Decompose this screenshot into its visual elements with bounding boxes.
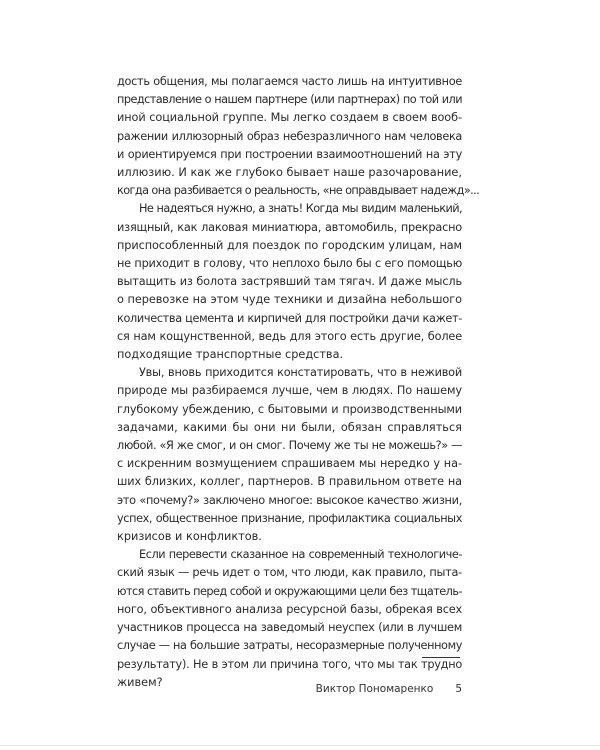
text-line: ного, объективного анализа ресурсной базы, обрекая всех [117,602,463,616]
text-line: когда она разбивается о реальность, «не оправдывает надежд»... [117,184,480,198]
text-line: приспособленный для поездок по городским улицам, нам [117,238,462,252]
text-line: кризисов и конфликтов. [117,530,262,544]
text-line: случае — на большие затраты, несоразмерные полученному [117,639,462,653]
text-line: глубокому убеждению, с бытовыми и производственными [117,402,462,416]
text-line: ся нам кощунственной, ведь для этого есть другие, более [117,329,463,343]
text-line: количества цемента и кирпичей для постройки дачи кажет- [117,311,462,325]
paragraph [117,546,462,692]
paragraph [117,364,462,546]
text-line: о перевозке на этом чуде техники и дизайна небольшого [117,293,463,307]
text-line: ются ставить перед собой и окружающими цели без тщатель- [117,584,462,598]
body-text [117,73,480,692]
text-line: иной социальной группе. Мы легко создаем в своем вооб- [117,111,462,125]
text-line: живем? [117,675,163,689]
page-bottom-edge [0,745,600,746]
text-line: это «почему?» заключено многое: высокое качество жизни, [117,493,462,507]
text-line: вытащить из болота застрявший там тягач. И даже мысль [117,275,462,289]
text-line: успех, общественное признание, профилактика социальных [117,511,462,525]
text-line: не приходит в голову, что неплохо было бы с его помощью [117,257,462,271]
text-line: любой. «Я же смог, и он смог. Почему же ты не можешь?» — [117,439,462,453]
text-line: ский язык — речь идет о том, что люди, как правило, пыта- [117,566,462,580]
text-line: подходящие транспортные средства. [117,348,344,362]
text-line: представление о нашем партнере (или партнерах) по той или [117,93,462,107]
running-footer [117,683,462,695]
footer-divider [422,657,460,658]
page-number: 5 [455,683,462,695]
text-line: участников процесса на заведомый неуспех (или в лучшем [117,621,463,635]
footer-author: Виктор Пономаренко [315,683,434,695]
text-line: задачами, какими бы они ни были, обязан справляться [117,420,462,434]
paragraph [117,200,462,364]
text-line: Не надеяться нужно, а знать! Когда мы видим маленький, [139,202,462,216]
text-line: Если перевести сказанное на современный технологиче- [139,548,462,562]
text-line: ших близких, коллег, партнеров. В правильном ответе на [117,475,462,489]
text-line: Увы, вновь приходится констатировать, что в неживой [139,366,463,380]
text-line: природе мы разбираемся лучше, чем в людях. По нашему [117,384,463,398]
text-line: с искренним возмущением спрашиваем мы нередко у на- [117,457,462,471]
text-line: иллюзию. И как же глубоко бывает наше разочарование, [117,166,462,180]
text-line: и ориентируемся при построении взаимоотношений на эту [117,147,463,161]
text-line: результату). Не в этом ли причина того, что мы так трудно [117,657,463,671]
text-line: дость общения, мы полагаемся часто лишь на интуитивное [117,75,462,88]
paragraph [117,73,480,200]
text-line: изящный, как лаковая миниатюра, автомобиль, прекрасно [117,220,463,234]
text-line: ражении иллюзорный образ небезразличного нам человека [117,129,462,143]
